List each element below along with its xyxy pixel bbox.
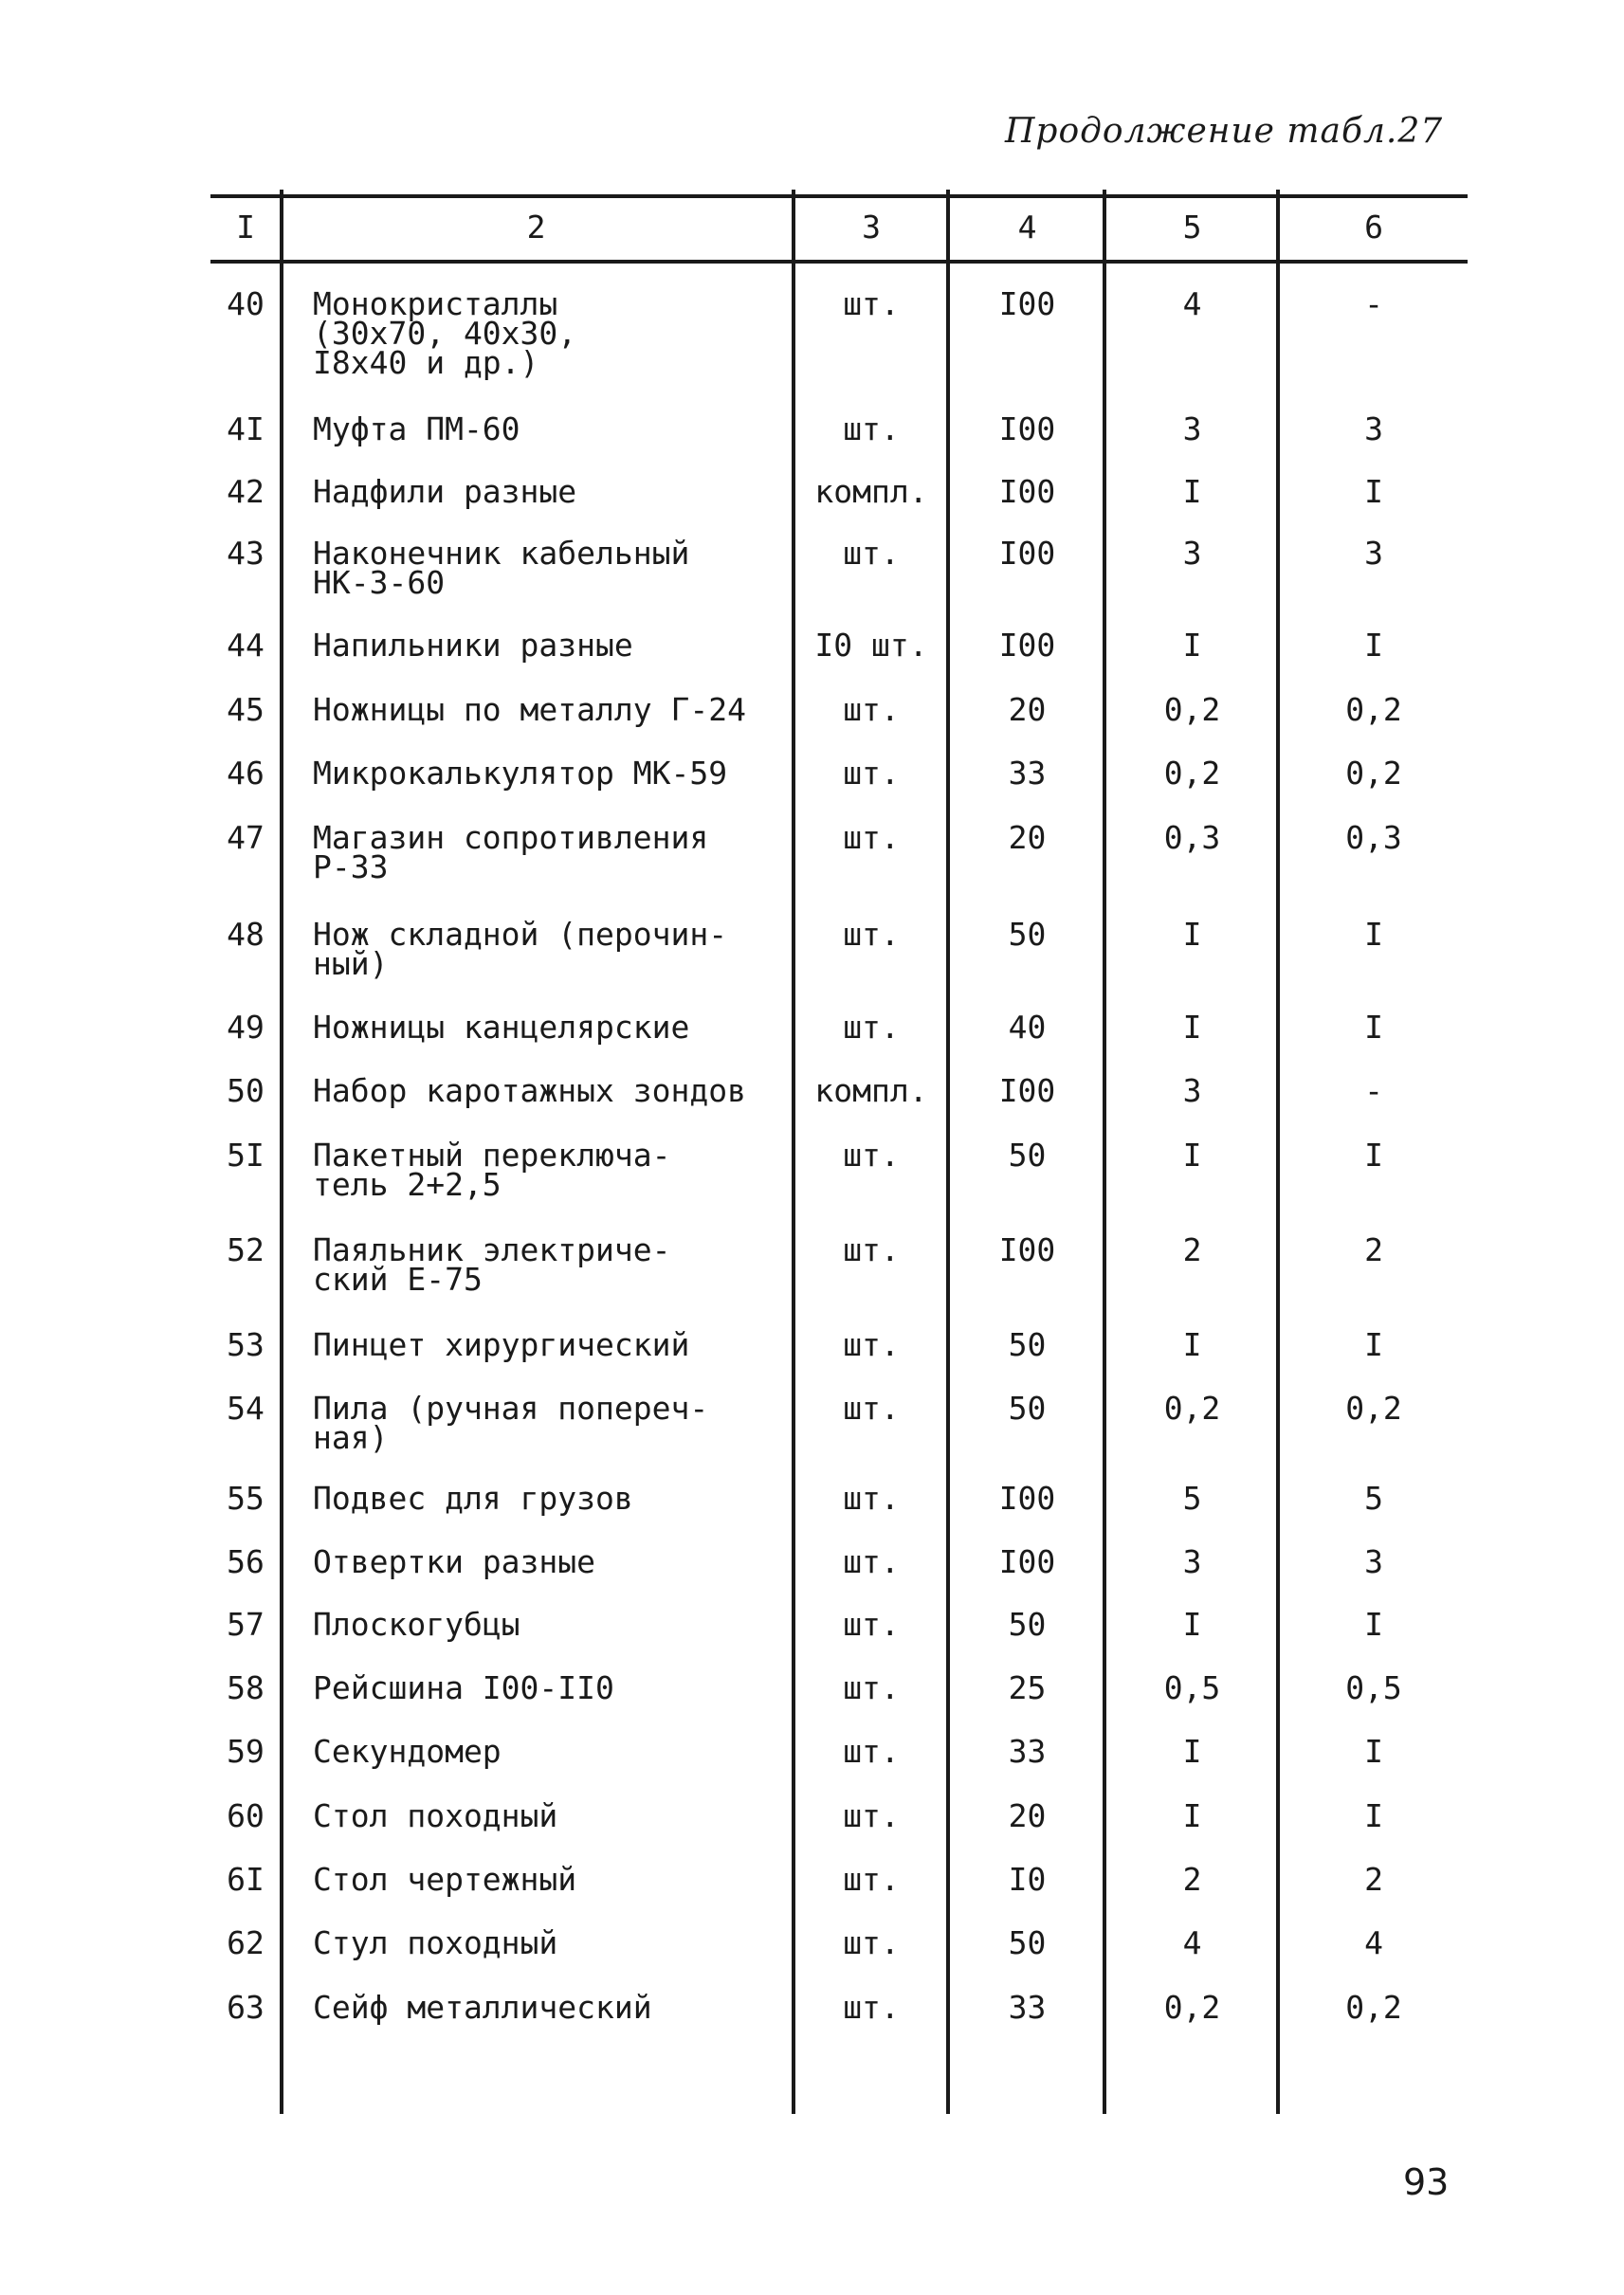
row-number: 50 bbox=[227, 1072, 265, 1109]
item-name: Напильники разные bbox=[313, 627, 633, 664]
col4-value: 50 bbox=[1008, 1137, 1047, 1174]
unit-cell: шт. bbox=[843, 1861, 900, 1898]
row-number: 49 bbox=[227, 1009, 265, 1046]
col4-value: 40 bbox=[1008, 1009, 1047, 1046]
row-number: 42 bbox=[227, 473, 265, 510]
col6-value: 0,2 bbox=[1345, 691, 1402, 728]
row-number: 52 bbox=[227, 1231, 265, 1268]
col4-value: I00 bbox=[998, 473, 1056, 510]
unit-cell: шт. bbox=[843, 1480, 900, 1517]
item-name: Ножницы канцелярские bbox=[313, 1009, 690, 1046]
col6-value: 3 bbox=[1364, 1543, 1383, 1580]
col5-value: 0,2 bbox=[1163, 755, 1221, 792]
item-name: Сейф металлический bbox=[313, 1989, 652, 2026]
row-number: 6I bbox=[227, 1861, 265, 1898]
col4-value: I00 bbox=[998, 1072, 1056, 1109]
col5-value: 0,3 bbox=[1163, 819, 1221, 856]
unit-cell: I0 шт. bbox=[814, 627, 928, 664]
col5-value: 2 bbox=[1182, 1231, 1202, 1268]
row-number: 40 bbox=[227, 285, 265, 322]
row-number: 54 bbox=[227, 1390, 265, 1427]
row-number: 48 bbox=[227, 916, 265, 953]
unit-cell: шт. bbox=[843, 1669, 900, 1706]
unit-cell: шт. bbox=[843, 1543, 900, 1580]
unit-cell: шт. bbox=[843, 755, 900, 792]
row-number: 44 bbox=[227, 627, 265, 664]
col5-value: 4 bbox=[1182, 285, 1202, 322]
col4-value: I00 bbox=[998, 627, 1056, 664]
col4-value: 33 bbox=[1008, 755, 1047, 792]
col4-value: I00 bbox=[998, 1543, 1056, 1580]
col6-value: - bbox=[1364, 1072, 1383, 1109]
unit-cell: шт. bbox=[843, 1733, 900, 1770]
row-number: 62 bbox=[227, 1924, 265, 1961]
page-number: 93 bbox=[1403, 2161, 1450, 2203]
col6-value: 2 bbox=[1364, 1231, 1383, 1268]
col4-value: 25 bbox=[1008, 1669, 1047, 1706]
col5-value: I bbox=[1182, 1797, 1202, 1834]
item-name: Пакетный переключа- тель 2+2,5 bbox=[313, 1137, 671, 1203]
col6-value: - bbox=[1364, 285, 1383, 322]
col4-value: 50 bbox=[1008, 1924, 1047, 1961]
col4-value: I00 bbox=[998, 1231, 1056, 1268]
col6-value: 3 bbox=[1364, 410, 1383, 447]
unit-cell: шт. bbox=[843, 1924, 900, 1961]
col4-value: 20 bbox=[1008, 819, 1047, 856]
col4-value: I00 bbox=[998, 1480, 1056, 1517]
header-cell: 2 bbox=[526, 209, 546, 246]
table-caption: Продолжение табл.27 bbox=[1005, 112, 1444, 151]
col4-value: I00 bbox=[998, 285, 1056, 322]
col4-value: I0 bbox=[1008, 1861, 1047, 1898]
row-number: 58 bbox=[227, 1669, 265, 1706]
unit-cell: компл. bbox=[814, 1072, 928, 1109]
col5-value: 0,2 bbox=[1163, 1390, 1221, 1427]
col5-value: I bbox=[1182, 627, 1202, 664]
item-name: Монокристаллы (30х70, 40х30, I8х40 и др.) bbox=[313, 285, 577, 381]
col6-value: I bbox=[1364, 1733, 1383, 1770]
col6-value: I bbox=[1364, 1137, 1383, 1174]
unit-cell: шт. bbox=[843, 1390, 900, 1427]
unit-cell: шт. bbox=[843, 1326, 900, 1363]
col6-value: 0,5 bbox=[1345, 1669, 1402, 1706]
col5-value: I bbox=[1182, 1326, 1202, 1363]
col6-value: I bbox=[1364, 1606, 1383, 1643]
col4-value: 50 bbox=[1008, 1390, 1047, 1427]
col5-value: 3 bbox=[1182, 535, 1202, 572]
row-number: 47 bbox=[227, 819, 265, 856]
col6-value: 5 bbox=[1364, 1480, 1383, 1517]
row-number: 53 bbox=[227, 1326, 265, 1363]
col6-value: I bbox=[1364, 473, 1383, 510]
col5-value: 0,5 bbox=[1163, 1669, 1221, 1706]
col5-value: 0,2 bbox=[1163, 1989, 1221, 2026]
col5-value: I bbox=[1182, 1606, 1202, 1643]
unit-cell: компл. bbox=[814, 473, 928, 510]
row-number: 46 bbox=[227, 755, 265, 792]
row-number: 45 bbox=[227, 691, 265, 728]
row-number: 43 bbox=[227, 535, 265, 572]
item-name: Наконечник кабельный НК-3-60 bbox=[313, 535, 690, 601]
item-name: Отвертки разные bbox=[313, 1543, 596, 1580]
item-name: Микрокалькулятор МК-59 bbox=[313, 755, 728, 792]
unit-cell: шт. bbox=[843, 410, 900, 447]
header-cell: I bbox=[236, 209, 255, 246]
col5-value: 3 bbox=[1182, 1072, 1202, 1109]
unit-cell: шт. bbox=[843, 691, 900, 728]
col4-value: 33 bbox=[1008, 1989, 1047, 2026]
col6-value: I bbox=[1364, 916, 1383, 953]
item-name: Стул походный bbox=[313, 1924, 558, 1961]
item-name: Пинцет хирургический bbox=[313, 1326, 690, 1363]
col4-value: I00 bbox=[998, 535, 1056, 572]
item-name: Стол походный bbox=[313, 1797, 558, 1834]
unit-cell: шт. bbox=[843, 1606, 900, 1643]
row-number: 5I bbox=[227, 1137, 265, 1174]
header-cell: 3 bbox=[862, 209, 881, 246]
item-name: Стол чертежный bbox=[313, 1861, 577, 1898]
row-number: 56 bbox=[227, 1543, 265, 1580]
item-name: Паяльник электриче- ский Е-75 bbox=[313, 1231, 671, 1298]
unit-cell: шт. bbox=[843, 819, 900, 856]
unit-cell: шт. bbox=[843, 285, 900, 322]
item-name: Нож складной (перочин- ный) bbox=[313, 916, 728, 982]
item-name: Ножницы по металлу Г-24 bbox=[313, 691, 746, 728]
item-name: Плоскогубцы bbox=[313, 1606, 520, 1643]
unit-cell: шт. bbox=[843, 1989, 900, 2026]
item-name: Подвес для грузов bbox=[313, 1480, 633, 1517]
unit-cell: шт. bbox=[843, 1137, 900, 1174]
col6-value: 4 bbox=[1364, 1924, 1383, 1961]
col4-value: 50 bbox=[1008, 1606, 1047, 1643]
col6-value: 2 bbox=[1364, 1861, 1383, 1898]
col5-value: 4 bbox=[1182, 1924, 1202, 1961]
col5-value: 5 bbox=[1182, 1480, 1202, 1517]
unit-cell: шт. bbox=[843, 916, 900, 953]
col5-value: 0,2 bbox=[1163, 691, 1221, 728]
col5-value: I bbox=[1182, 1009, 1202, 1046]
row-number: 55 bbox=[227, 1480, 265, 1517]
item-name: Пила (ручная попереч- ная) bbox=[313, 1390, 709, 1456]
row-number: 59 bbox=[227, 1733, 265, 1770]
item-name: Магазин сопротивления Р-33 bbox=[313, 819, 709, 885]
col4-value: 20 bbox=[1008, 691, 1047, 728]
col5-value: I bbox=[1182, 916, 1202, 953]
unit-cell: шт. bbox=[843, 1009, 900, 1046]
col5-value: 3 bbox=[1182, 1543, 1202, 1580]
col5-value: I bbox=[1182, 473, 1202, 510]
row-number: 63 bbox=[227, 1989, 265, 2026]
col6-value: I bbox=[1364, 1009, 1383, 1046]
unit-cell: шт. bbox=[843, 1231, 900, 1268]
col6-value: 3 bbox=[1364, 535, 1383, 572]
header-cell: 5 bbox=[1182, 209, 1202, 246]
col5-value: I bbox=[1182, 1733, 1202, 1770]
item-name: Надфили разные bbox=[313, 473, 577, 510]
row-number: 4I bbox=[227, 410, 265, 447]
col5-value: 3 bbox=[1182, 410, 1202, 447]
col4-value: 20 bbox=[1008, 1797, 1047, 1834]
col6-value: I bbox=[1364, 627, 1383, 664]
unit-cell: шт. bbox=[843, 1797, 900, 1834]
col6-value: I bbox=[1364, 1326, 1383, 1363]
item-name: Муфта ПМ-60 bbox=[313, 410, 520, 447]
header-cell: 4 bbox=[1017, 209, 1037, 246]
item-name: Рейсшина I00-II0 bbox=[313, 1669, 614, 1706]
col6-value: 0,2 bbox=[1345, 755, 1402, 792]
col6-value: 0,3 bbox=[1345, 819, 1402, 856]
col6-value: I bbox=[1364, 1797, 1383, 1834]
col4-value: 50 bbox=[1008, 916, 1047, 953]
col6-value: 0,2 bbox=[1345, 1989, 1402, 2026]
col4-value: I00 bbox=[998, 410, 1056, 447]
row-number: 57 bbox=[227, 1606, 265, 1643]
col4-value: 50 bbox=[1008, 1326, 1047, 1363]
unit-cell: шт. bbox=[843, 535, 900, 572]
item-name: Набор каротажных зондов bbox=[313, 1072, 746, 1109]
col5-value: I bbox=[1182, 1137, 1202, 1174]
col5-value: 2 bbox=[1182, 1861, 1202, 1898]
col6-value: 0,2 bbox=[1345, 1390, 1402, 1427]
row-number: 60 bbox=[227, 1797, 265, 1834]
item-name: Секундомер bbox=[313, 1733, 502, 1770]
col4-value: 33 bbox=[1008, 1733, 1047, 1770]
header-cell: 6 bbox=[1364, 209, 1383, 246]
